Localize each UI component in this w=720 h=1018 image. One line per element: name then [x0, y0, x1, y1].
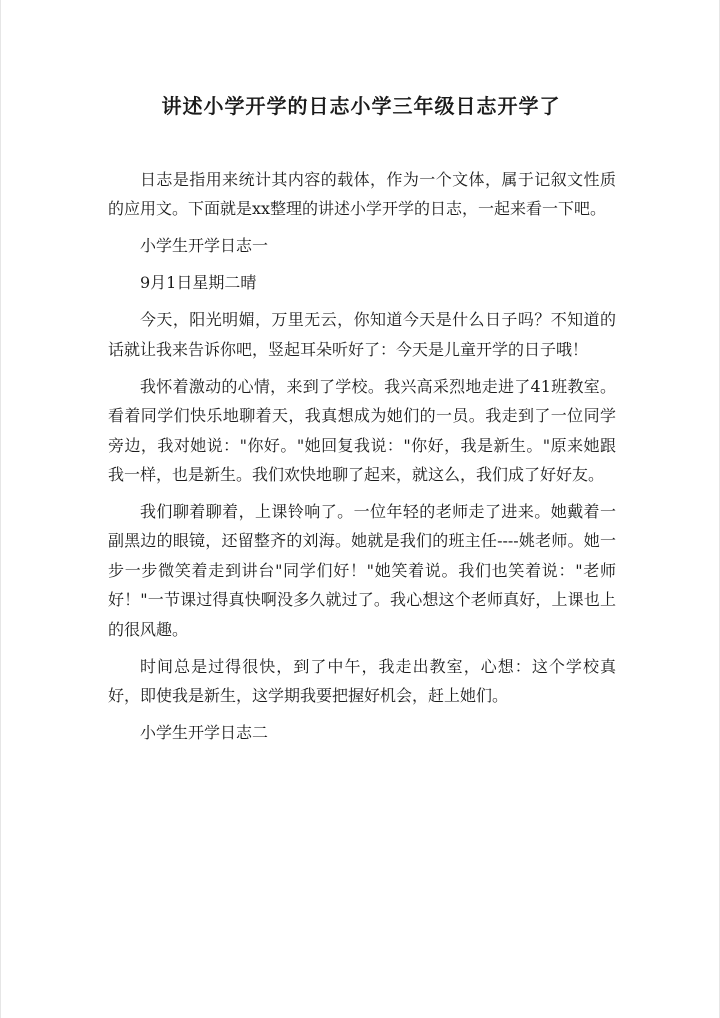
body-paragraph: 我怀着激动的心情，来到了学校。我兴高采烈地走进了41班教室。看着同学们快乐地聊着天，我真想成为她们的一员。我走到了一位同学旁边，我对她说："你好。"她回复我说："你好，我是新生。"原来她跟我一样，也是新生。我们欢快地聊了起来，就这么，我们成了好好友。	[108, 376, 616, 485]
body-paragraph: 今天，阳光明媚，万里无云，你知道今天是什么日子吗？不知道的话就让我来告诉你吧，竖起耳朵听好了：今天是儿童开学的日子哦！	[108, 310, 616, 359]
body-paragraph: 我们聊着聊着，上课铃响了。一位年轻的老师走了进来。她戴着一副黑边的眼镜，还留整齐的刘海。她就是我们的班主任----姚老师。她一步一步微笑着走到讲台"同学们好！"她笑着说。我们也笑着说："老师好！"一节课过得真快啊没多久就过了。我心想这个老师真好，上课也上的很风趣。	[108, 502, 616, 639]
document-body	[108, 165, 616, 755]
section-heading-diary-one: 小学生开学日志一	[140, 236, 269, 256]
body-paragraph: 时间总是过得很快，到了中午，我走出教室，心想：这个学校真好，即使我是新生，这学期我要把握好机会，赶上她们。	[108, 656, 616, 706]
intro-paragraph: 日志是指用来统计其内容的载体，作为一个文体，属于记叙文性质的应用文。下面就是xx整理的讲述小学开学的日志，一起来看一下吧。	[108, 170, 616, 219]
diary-date-line: 9月1日星期二晴	[140, 273, 257, 293]
document-title: 讲述小学开学的日志小学三年级日志开学了	[161, 94, 561, 118]
section-heading-diary-two: 小学生开学日志二	[140, 723, 269, 743]
